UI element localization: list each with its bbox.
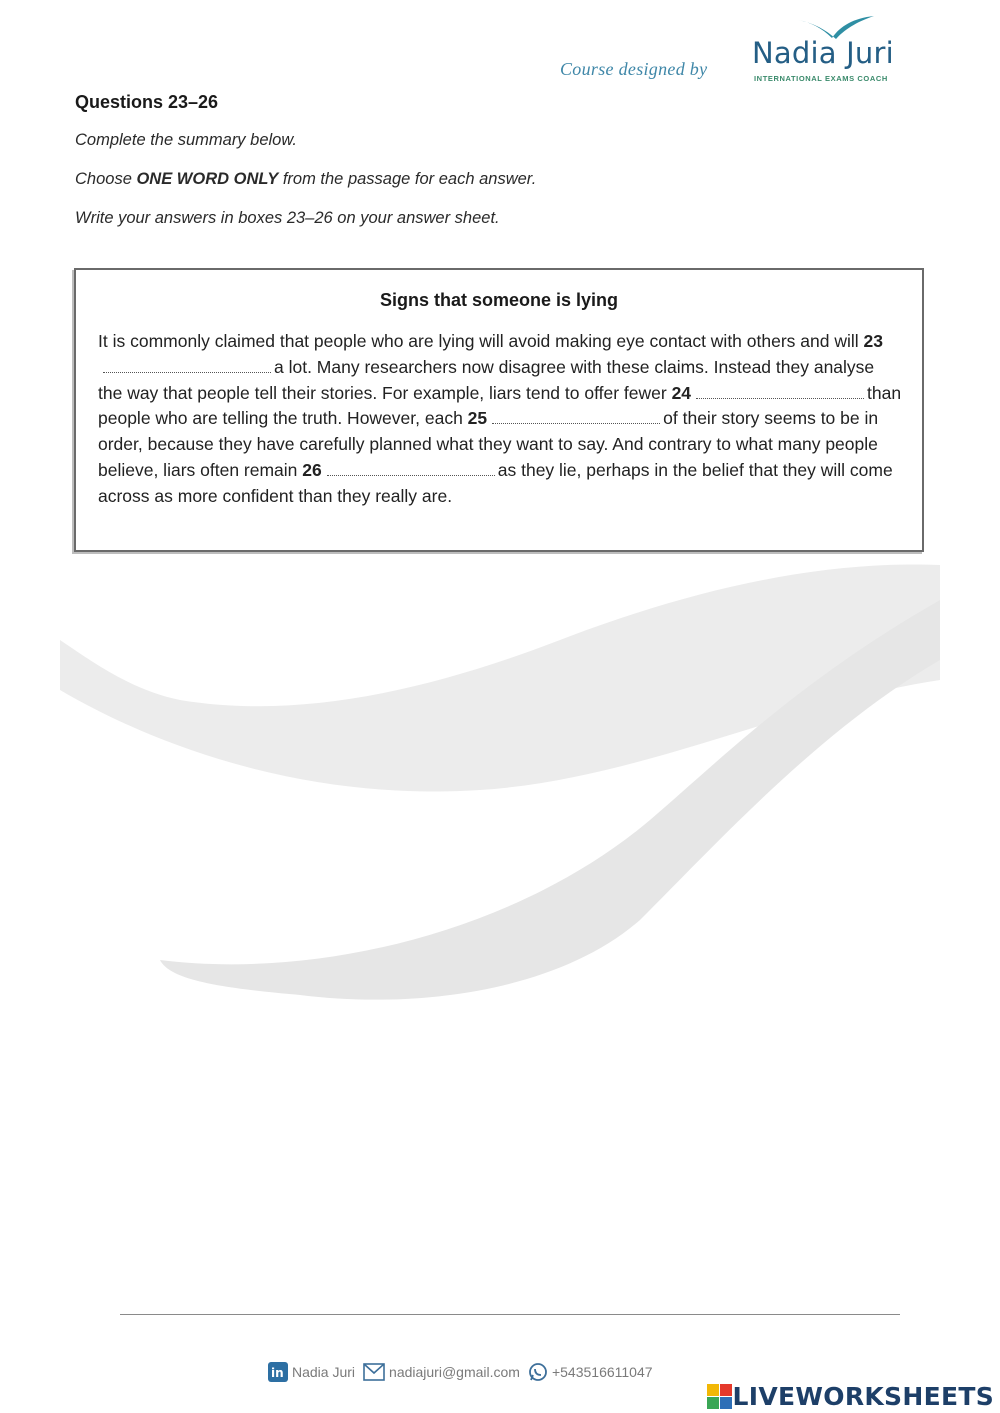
footer-linkedin[interactable] <box>268 1362 355 1382</box>
watermark-wave-upper <box>60 564 940 791</box>
email-address: nadiajuri@gmail.com <box>389 1364 520 1380</box>
summary-segment-4: of their story seems to be in order, because they have carefully planned what they want to say. And contrary to what many people believe, liars often remain <box>98 408 879 480</box>
instruction-choose-post: from the passage for each answer. <box>278 170 537 188</box>
svg-text:in: in <box>271 1366 284 1380</box>
phone-number: +543516611047 <box>551 1364 653 1380</box>
summary-segment-2: a lot. Many researchers now disagree with these claims. Instead they analyse the way that people tell their stories. For example, liars tend to offer fewer <box>98 356 875 403</box>
footer-phone[interactable] <box>528 1362 653 1382</box>
brand-logo <box>752 14 912 86</box>
linkedin-name: Nadia Juri <box>292 1364 356 1380</box>
course-designed-by-label: Course designed by <box>560 59 708 79</box>
instruction-answer-sheet: Write your answers in boxes 23–26 on your answer sheet. <box>75 209 500 227</box>
question-number-23: 23 <box>863 331 883 351</box>
question-number-26: 26 <box>302 459 322 480</box>
instruction-choose-pre: Choose <box>75 170 137 188</box>
envelope-icon <box>363 1363 385 1381</box>
summary-segment-5: as they lie, perhaps in the belief that they will come across as more confident than they really are. <box>98 459 893 506</box>
footer-divider <box>120 1314 900 1315</box>
brand-subtitle: INTERNATIONAL EXAMS COACH <box>754 74 888 83</box>
footer-contacts <box>268 1360 661 1384</box>
linkedin-icon <box>268 1362 288 1382</box>
instruction-complete-summary: Complete the summary below. <box>75 131 297 149</box>
answer-gap-25[interactable] <box>492 409 660 424</box>
footer-email[interactable] <box>363 1363 520 1381</box>
summary-paragraph <box>98 329 902 510</box>
questions-section <box>75 92 935 248</box>
summary-box <box>74 268 924 552</box>
page-header <box>0 14 1000 94</box>
instruction-one-word-only: ONE WORD ONLY <box>136 170 279 188</box>
summary-title: Signs that someone is lying <box>379 290 619 310</box>
liveworksheets-logo-icon <box>707 1384 733 1410</box>
questions-heading: Questions 23–26 <box>75 92 219 112</box>
answer-gap-24[interactable] <box>696 384 864 399</box>
answer-gap-26[interactable] <box>327 461 495 476</box>
question-number-24: 24 <box>671 382 692 403</box>
liveworksheets-badge[interactable] <box>707 1382 994 1411</box>
question-number-25: 25 <box>467 408 488 429</box>
answer-gap-23[interactable] <box>103 358 271 373</box>
brand-name: Nadia Juri <box>752 36 894 70</box>
whatsapp-icon <box>528 1362 548 1382</box>
liveworksheets-text: LIVEWORKSHEETS <box>732 1382 994 1411</box>
summary-segment-3: than people who are telling the truth. However, each <box>98 382 902 429</box>
summary-segment-1: It is commonly claimed that people who are lying will avoid making eye contact with others and will <box>98 331 864 351</box>
instruction-choose-word <box>75 170 935 189</box>
